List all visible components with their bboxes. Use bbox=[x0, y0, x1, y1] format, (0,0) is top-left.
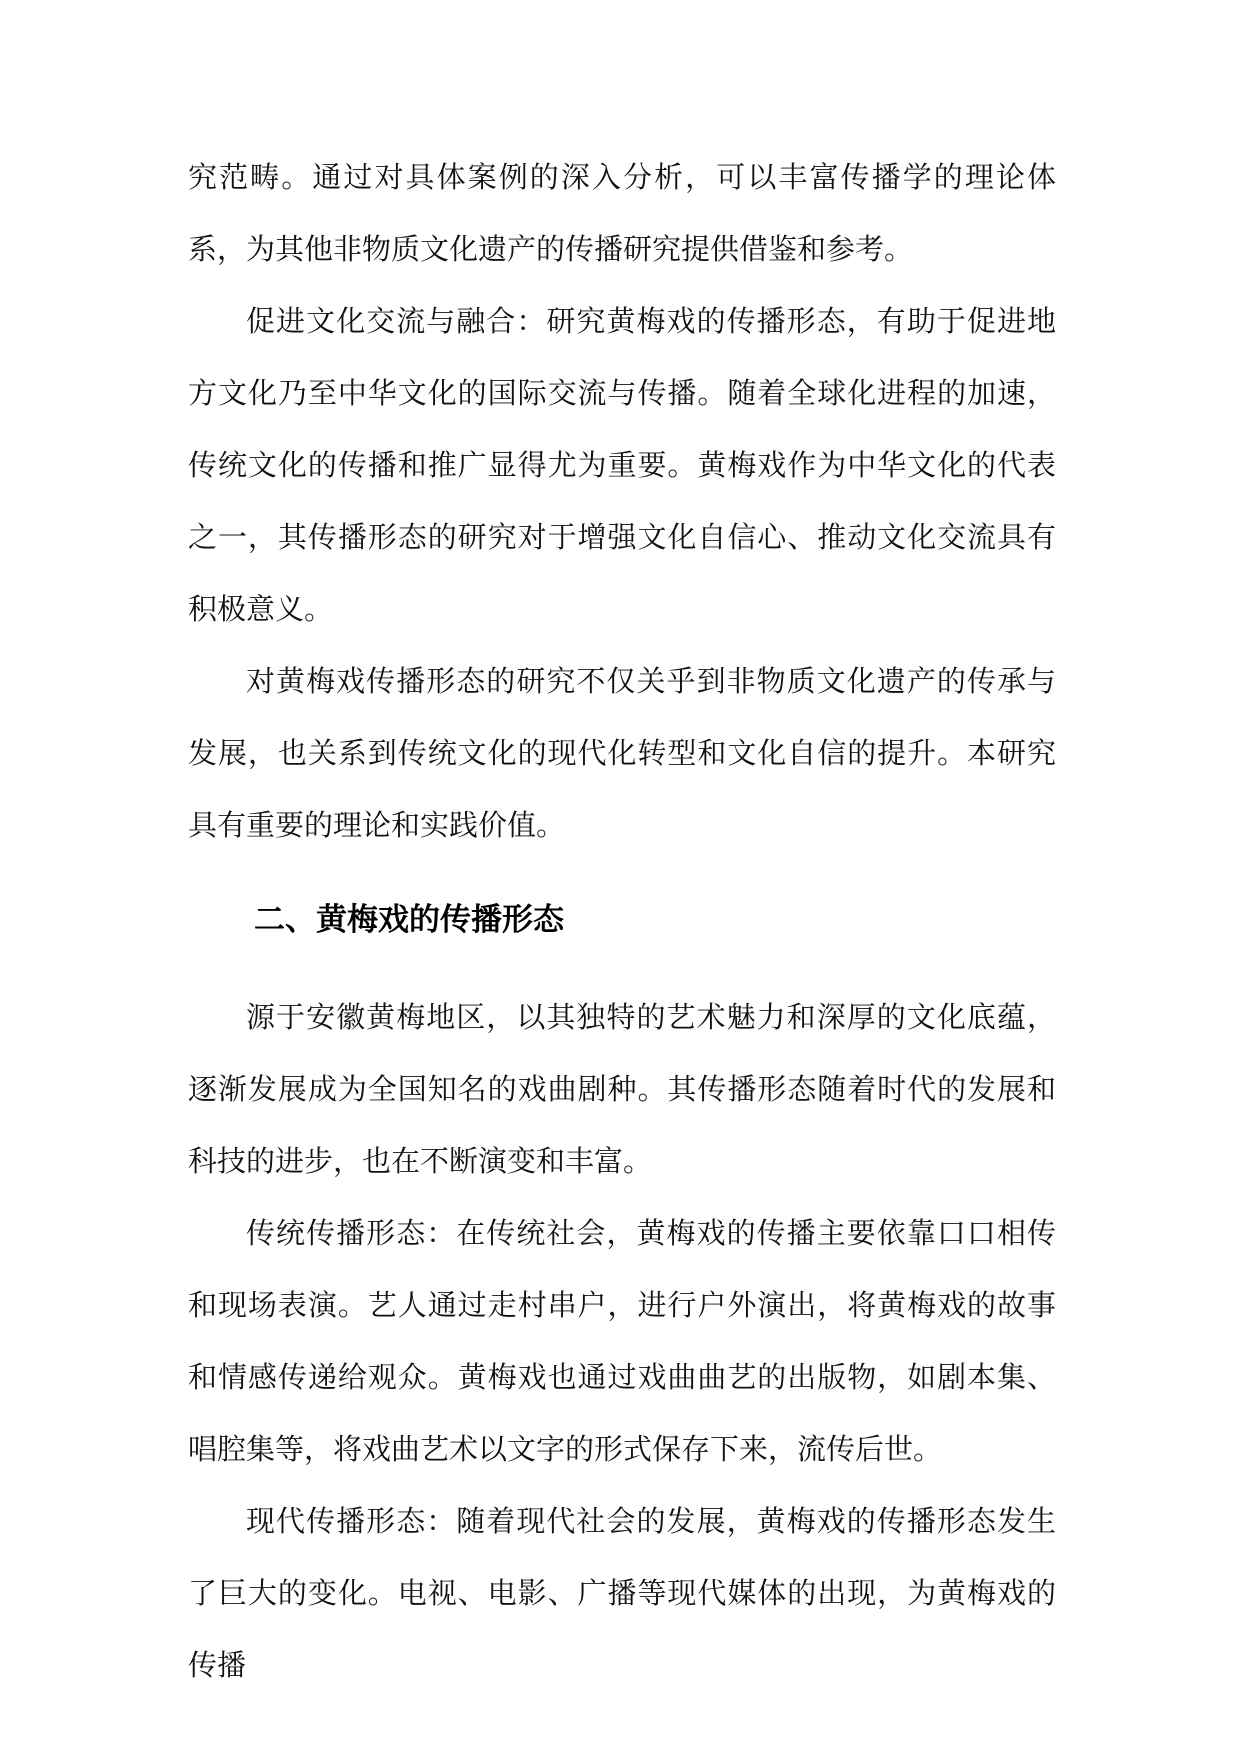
paragraph-continued: 究范畴。通过对具体案例的深入分析，可以丰富传播学的理论体系，为其他非物质文化遗产的传播研究提供借鉴和参考。 bbox=[188, 160, 1056, 266]
section-heading: 二、黄梅戏的传播形态 bbox=[254, 902, 564, 938]
paragraph-modern-dissemination: 现代传播形态：随着现代社会的发展，黄梅戏的传播形态发生了巨大的变化。电视、电影、广播等现代媒体的出现，为黄梅戏的传播 bbox=[188, 1504, 1056, 1682]
paragraph-summary: 对黄梅戏传播形态的研究不仅关乎到非物质文化遗产的传承与发展，也关系到传统文化的现代化转型和文化自信的提升。本研究具有重要的理论和实践价值。 bbox=[188, 664, 1056, 842]
paragraph-traditional-dissemination: 传统传播形态：在传统社会，黄梅戏的传播主要依靠口口相传和现场表演。艺人通过走村串户，进行户外演出，将黄梅戏的故事和情感传递给观众。黄梅戏也通过戏曲曲艺的出版物，如剧本集、唱腔集等，将戏曲艺术以文字的形式保存下来，流传后世。 bbox=[188, 1216, 1056, 1466]
document-body bbox=[188, 141, 1056, 1701]
paragraph-cultural-exchange: 促进文化交流与融合：研究黄梅戏的传播形态，有助于促进地方文化乃至中华文化的国际交流与传播。随着全球化进程的加速，传统文化的传播和推广显得尤为重要。黄梅戏作为中华文化的代表之一，其传播形态的研究对于增强文化自信心、推动文化交流具有积极意义。 bbox=[188, 304, 1056, 626]
paragraph-origin: 源于安徽黄梅地区，以其独特的艺术魅力和深厚的文化底蕴，逐渐发展成为全国知名的戏曲剧种。其传播形态随着时代的发展和科技的进步，也在不断演变和丰富。 bbox=[188, 1000, 1056, 1178]
